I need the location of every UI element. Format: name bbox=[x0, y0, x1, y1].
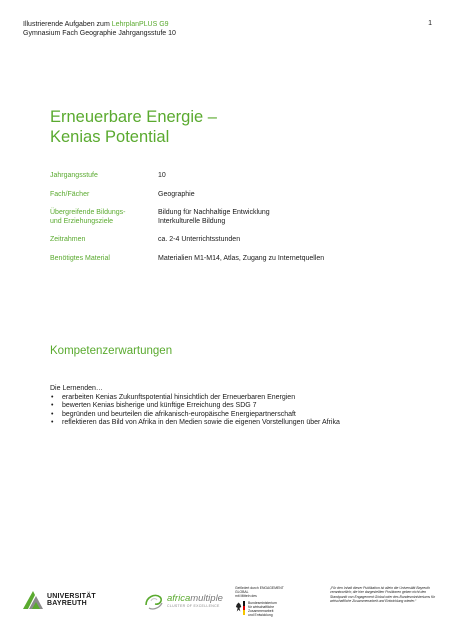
meta-value bbox=[158, 209, 410, 226]
am-suffix: multiple bbox=[190, 593, 223, 604]
page-header bbox=[23, 20, 433, 38]
meta-row-zeitrahmen bbox=[50, 236, 410, 245]
meta-label bbox=[50, 209, 158, 226]
page-footer bbox=[0, 580, 455, 630]
list-item: • erarbeiten Kenias Zukunftspotential hinsichtlich der Erneuerbaren Energien bbox=[50, 394, 370, 403]
footer-disclaimer: „Für den Inhalt dieser Publikation ist allein die Universität Bayreuth verantwortlich; die hier dargestellten Positionen geben nicht den Standpunkt von Engagement Global oder des Bundesministeriums für wirtschaftliche Zusammenarbeit und Entwicklung wieder.“ bbox=[330, 586, 435, 604]
title-line-2: Kenias Potential bbox=[50, 128, 170, 146]
bmz-intro-line: mit Mitteln des bbox=[235, 594, 257, 598]
header-lehrplan-label: LehrplanPLUS G9 bbox=[111, 21, 169, 28]
meta-label: Fach/Fächer bbox=[50, 190, 90, 198]
am-prefix: africa bbox=[167, 593, 191, 604]
header-line-1 bbox=[23, 20, 433, 29]
ub-line-1: UNIVERSITÄT bbox=[47, 592, 96, 600]
kompetenz-intro: Die Lernenden… bbox=[50, 385, 103, 392]
university-bayreuth-logo bbox=[22, 590, 96, 610]
header-prefix: Illustrierende Aufgaben zum bbox=[23, 21, 112, 28]
meta-value: 10 bbox=[158, 172, 166, 179]
bmz-line: Bundesministerium bbox=[247, 601, 277, 605]
federal-eagle-icon bbox=[235, 601, 242, 613]
page-number: 1 bbox=[428, 20, 432, 27]
meta-value: Materialien M1-M14, Atlas, Zugang zu Internetquellen bbox=[158, 254, 325, 262]
kompetenz-section bbox=[50, 385, 370, 428]
german-flag-icon bbox=[243, 601, 245, 615]
meta-row-ziele bbox=[50, 209, 410, 226]
kompetenz-heading: Kompetenzerwartungen bbox=[50, 345, 173, 357]
africamultiple-logo bbox=[143, 591, 223, 611]
bmz-line: für wirtschaftliche Zusammenarbeit bbox=[247, 605, 275, 613]
header-line-2: Gymnasium Fach Geographie Jahrgangsstufe 10 bbox=[23, 30, 176, 37]
africamultiple-swirl-icon bbox=[143, 591, 165, 611]
bmz-emblem-row bbox=[235, 601, 295, 617]
meta-label-line: Übergreifende Bildungs- bbox=[50, 209, 126, 216]
meta-label: Benötigtes Material bbox=[50, 254, 110, 262]
africamultiple-wordmark bbox=[167, 594, 223, 608]
document-title bbox=[50, 107, 217, 147]
meta-value: Geographie bbox=[158, 190, 195, 198]
university-bayreuth-mark-icon bbox=[22, 590, 44, 610]
university-bayreuth-wordmark bbox=[47, 593, 96, 608]
list-item: • reflektieren das Bild von Afrika in den Medien sowie die eigenen Vorstellungen über Afrika bbox=[50, 419, 370, 428]
bmz-intro-line: Gefördert durch ENGAGEMENT GLOBAL bbox=[235, 586, 284, 594]
am-subtitle: CLUSTER OF EXCELLENCE bbox=[167, 604, 220, 608]
meta-label-line: und Erziehungsziele bbox=[50, 217, 114, 225]
meta-value-line: Bildung für Nachhaltige Entwicklung bbox=[158, 209, 270, 216]
bmz-line: und Entwicklung bbox=[247, 613, 273, 617]
title-line-1: Erneuerbare Energie – bbox=[50, 108, 217, 126]
am-name bbox=[167, 594, 223, 604]
meta-label: Zeitrahmen bbox=[50, 236, 86, 243]
meta-table bbox=[50, 172, 410, 273]
list-item: • bewerten Kenias bisherige und künftige Erreichung des SDG 7 bbox=[50, 402, 370, 411]
meta-row-jahrgangsstufe bbox=[50, 172, 410, 181]
meta-value-line: Interkulturelle Bildung bbox=[158, 217, 226, 225]
meta-row-material bbox=[50, 255, 410, 264]
meta-label: Jahrgangsstufe bbox=[50, 172, 98, 179]
bmz-name bbox=[248, 601, 295, 617]
kompetenz-list bbox=[50, 394, 370, 428]
bmz-funding-logo bbox=[235, 586, 295, 617]
ub-line-2: BAYREUTH bbox=[47, 600, 87, 607]
list-item: • begründen und beurteilen die afrikanisch-europäische Energiepartnerschaft bbox=[50, 411, 370, 420]
meta-row-fach bbox=[50, 191, 410, 200]
meta-value: ca. 2-4 Unterrichtsstunden bbox=[158, 236, 241, 243]
